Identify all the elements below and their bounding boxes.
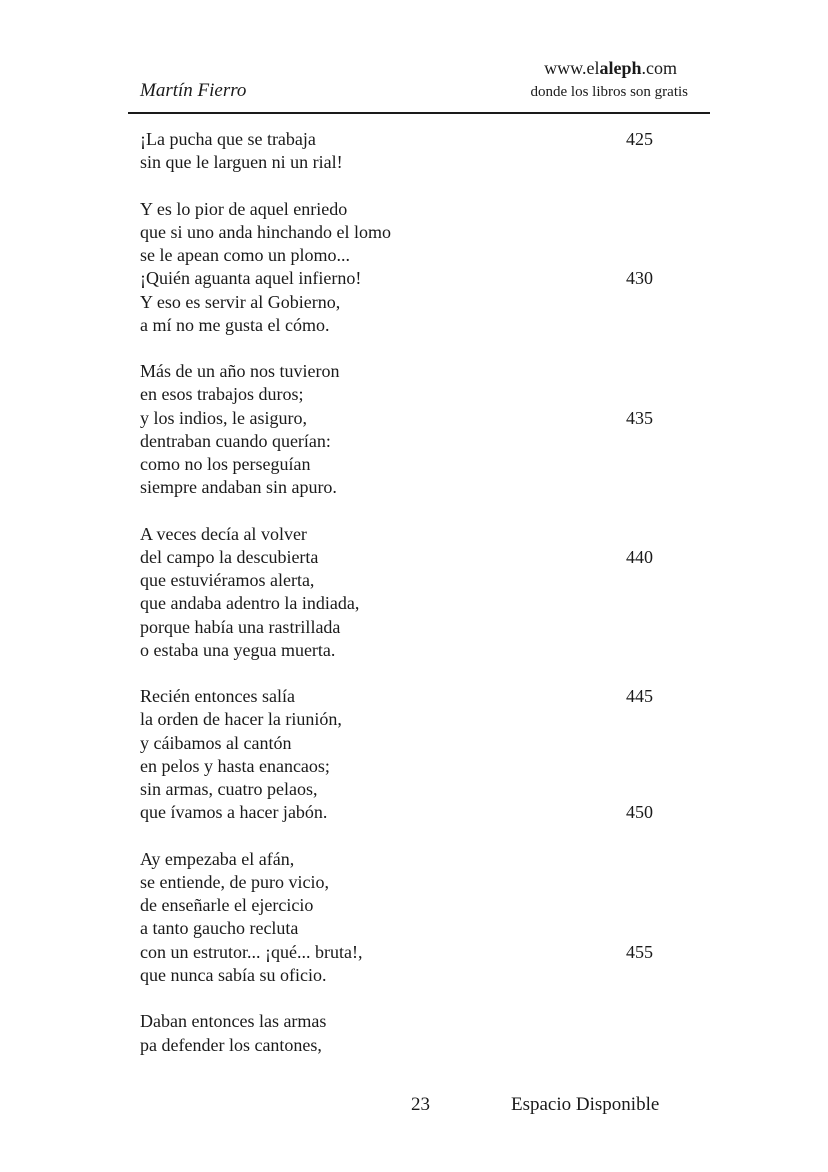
verse-line: [140, 430, 660, 453]
verse-text: o estaba una yegua muerta.: [140, 639, 336, 660]
stanza-break: [140, 662, 660, 685]
verse-text: del campo la descubierta: [140, 546, 319, 567]
verse-text: se entiende, de puro vicio,: [140, 872, 329, 892]
verse-line: [140, 407, 660, 430]
verse-line: [140, 291, 660, 314]
footer-note: Espacio Disponible: [511, 1094, 660, 1115]
verse-text: en esos trabajos duros;: [140, 384, 304, 405]
verse-line: [140, 546, 660, 569]
stanza-break: [140, 174, 660, 197]
line-number: 440: [626, 546, 653, 567]
verse-line: [140, 616, 660, 639]
verse-line: [140, 476, 660, 499]
verse-text: que andaba adentro la indiada,: [140, 593, 360, 614]
verse-text: dentraban cuando querían:: [140, 430, 331, 451]
verse-text: que nunca sabía su oficio.: [140, 964, 327, 985]
verse-text: con un estrutor... ¡qué... bruta!,: [140, 941, 363, 962]
verse-line: [140, 383, 660, 406]
verse-text: Ay empezaba el afán,: [140, 848, 295, 869]
line-number: 445: [626, 686, 653, 707]
verse-text: Recién entonces salía: [140, 686, 295, 707]
verse-line: [140, 360, 660, 383]
verse-line: [140, 151, 660, 174]
line-number: 430: [626, 268, 653, 289]
verse-text: sin que le larguen ni un rial!: [140, 152, 343, 173]
verse-line: [140, 801, 660, 824]
verse-line: [140, 639, 660, 662]
stanza-break: [140, 500, 660, 523]
line-number: 450: [626, 802, 653, 823]
verse-line: [140, 941, 660, 964]
verse-text: pa defender los cantones,: [140, 1034, 322, 1055]
verse-line: [140, 592, 660, 615]
verse-line: [140, 244, 660, 267]
verse-line: [140, 221, 660, 244]
verse-line: [140, 569, 660, 592]
verse-text: Y eso es servir al Gobierno,: [140, 291, 341, 312]
page-number: 23: [411, 1094, 430, 1115]
line-number: 435: [626, 407, 653, 428]
verse-text: de enseñarle el ejercicio: [140, 895, 314, 916]
verse-line: [140, 917, 660, 940]
verse-text: como no los perseguían: [140, 454, 311, 475]
verse-line: [140, 453, 660, 476]
verse-text: Más de un año nos tuvieron: [140, 361, 340, 382]
verse-text: en pelos y hasta enancaos;: [140, 755, 330, 776]
verse-text: la orden de hacer la riunión,: [140, 709, 342, 730]
verse-text: Daban entonces las armas: [140, 1011, 327, 1032]
verse-line: [140, 848, 660, 871]
verse-line: [140, 685, 660, 708]
verse-text: que ívamos a hacer jabón.: [140, 802, 328, 823]
verse-line: [140, 755, 660, 778]
verse-line: [140, 128, 660, 151]
verse-line: [140, 314, 660, 337]
stanza-break: [140, 337, 660, 360]
verse-line: [140, 523, 660, 546]
book-title: Martín Fierro: [140, 80, 247, 101]
verse-line: [140, 894, 660, 917]
verse-text: ¡La pucha que se trabaja: [140, 129, 316, 149]
site-suffix: .com: [641, 58, 677, 78]
verse-text: se le apean como un plomo...: [140, 245, 350, 266]
stanza-break: [140, 987, 660, 1010]
verse-line: [140, 708, 660, 731]
verse-text: y cáibamos al cantón: [140, 732, 292, 753]
verse-text: Y es lo pior de aquel enriedo: [140, 198, 348, 219]
verse-line: [140, 778, 660, 801]
site-bold: aleph: [599, 58, 642, 78]
site-url: [544, 58, 677, 79]
verse-line: [140, 267, 660, 290]
verse-line: [140, 1010, 660, 1033]
verse-line: [140, 871, 660, 894]
verse-text: ¡Quién aguanta aquel infierno!: [140, 268, 362, 289]
verse-line: [140, 1034, 660, 1057]
site-tagline: donde los libros son gratis: [530, 84, 688, 100]
verse-text: a tanto gaucho recluta: [140, 918, 299, 939]
site-prefix: www.el: [544, 58, 600, 78]
poem-body: [140, 128, 660, 1057]
verse-text: que si uno anda hinchando el lomo: [140, 221, 391, 242]
line-number: 455: [626, 941, 653, 962]
header-rule: [128, 112, 710, 114]
line-number: 425: [626, 129, 653, 149]
verse-text: que estuviéramos alerta,: [140, 570, 315, 591]
page-header: [140, 56, 710, 114]
verse-text: sin armas, cuatro pelaos,: [140, 779, 318, 800]
verse-text: A veces decía al volver: [140, 523, 307, 544]
verse-line: [140, 732, 660, 755]
verse-line: [140, 198, 660, 221]
verse-text: y los indios, le asiguro,: [140, 407, 307, 428]
verse-line: [140, 964, 660, 987]
verse-text: a mí no me gusta el cómo.: [140, 314, 330, 335]
stanza-break: [140, 825, 660, 848]
verse-text: porque había una rastrillada: [140, 616, 341, 637]
verse-text: siempre andaban sin apuro.: [140, 477, 337, 498]
